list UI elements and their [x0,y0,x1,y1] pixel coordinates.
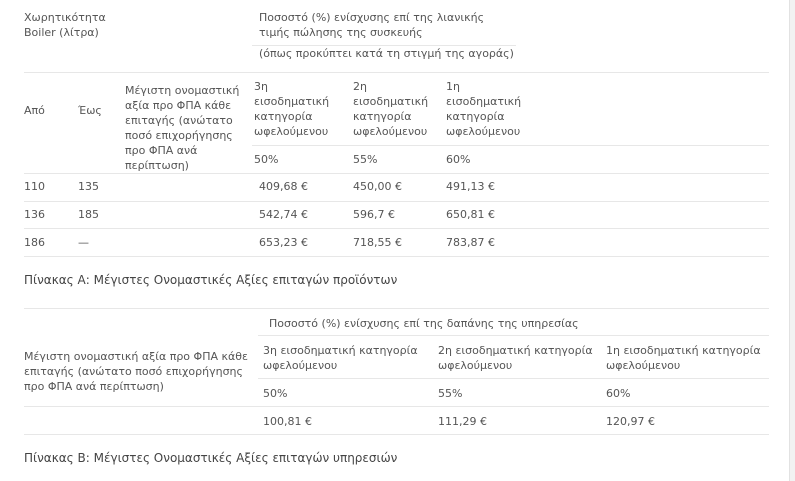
category-1-label: 1η εισοδηματική κατηγορία ωφελούμενου [606,344,761,372]
row-from: 110 [24,180,45,193]
percent-subheader: (όπως προκύπτει κατά τη στιγμή της αγοράς) [259,47,514,60]
table-a-caption: Πίνακας Α: Μέγιστες Ονομαστικές Αξίες επιταγών προϊόντων [24,273,398,287]
category-2-label: 2η εισοδηματική κατηγορία ωφελούμενου [353,80,429,138]
row-value-cat2: 718,55 € [353,236,402,249]
row-value-cat3: 542,74 € [259,208,308,221]
capacity-header: Χωρητικότητα Boiler (λίτρα) [24,11,106,39]
row-from: 186 [24,236,45,249]
value-cat2: 111,29 € [438,415,487,428]
row-to: 185 [78,208,99,221]
category-2-percent: 55% [353,153,378,166]
max-value-header: Μέγιστη ονομαστική αξία προ ΦΠΑ κάθε επιταγής (ανώτατο ποσό επιχορήγησης προ ΦΠΑ ανά περίπτωση) [24,350,248,393]
col-from-header: Από [24,104,45,117]
category-3-label: 3η εισοδηματική κατηγορία ωφελούμενου [254,80,330,138]
category-3-label: 3η εισοδηματική κατηγορία ωφελούμενου [263,344,418,372]
category-2-label: 2η εισοδηματική κατηγορία ωφελούμενου [438,344,593,372]
max-value-header: Μέγιστη ονομαστική αξία προ ΦΠΑ κάθε επιταγής (ανώτατο ποσό επιχορήγησης προ ΦΠΑ ανά περίπτωση) [125,84,240,172]
scrollbar-track[interactable] [789,0,795,481]
percent-header: Ποσοστό (%) ενίσχυσης επί της λιανικής τιμής πώλησης της συσκευής [259,11,485,39]
row-value-cat3: 409,68 € [259,180,308,193]
row-from: 136 [24,208,45,221]
row-value-cat1: 650,81 € [446,208,495,221]
row-to: 135 [78,180,99,193]
col-to-header: Έως [78,104,102,117]
category-3-percent: 50% [254,153,279,166]
row-value-cat1: 783,87 € [446,236,495,249]
category-1-percent: 60% [446,153,471,166]
table-b-caption: Πίνακας Β: Μέγιστες Ονομαστικές Αξίες επιταγών υπηρεσιών [24,451,398,465]
category-2-percent: 55% [438,387,463,400]
row-to: — [78,236,89,249]
row-value-cat3: 653,23 € [259,236,308,249]
percent-header: Ποσοστό (%) ενίσχυσης επί της δαπάνης της υπηρεσίας [269,317,579,330]
value-cat1: 120,97 € [606,415,655,428]
row-value-cat2: 596,7 € [353,208,395,221]
category-3-percent: 50% [263,387,288,400]
row-value-cat2: 450,00 € [353,180,402,193]
category-1-percent: 60% [606,387,631,400]
value-cat3: 100,81 € [263,415,312,428]
category-1-label: 1η εισοδηματική κατηγορία ωφελούμενου [446,80,522,138]
row-value-cat1: 491,13 € [446,180,495,193]
